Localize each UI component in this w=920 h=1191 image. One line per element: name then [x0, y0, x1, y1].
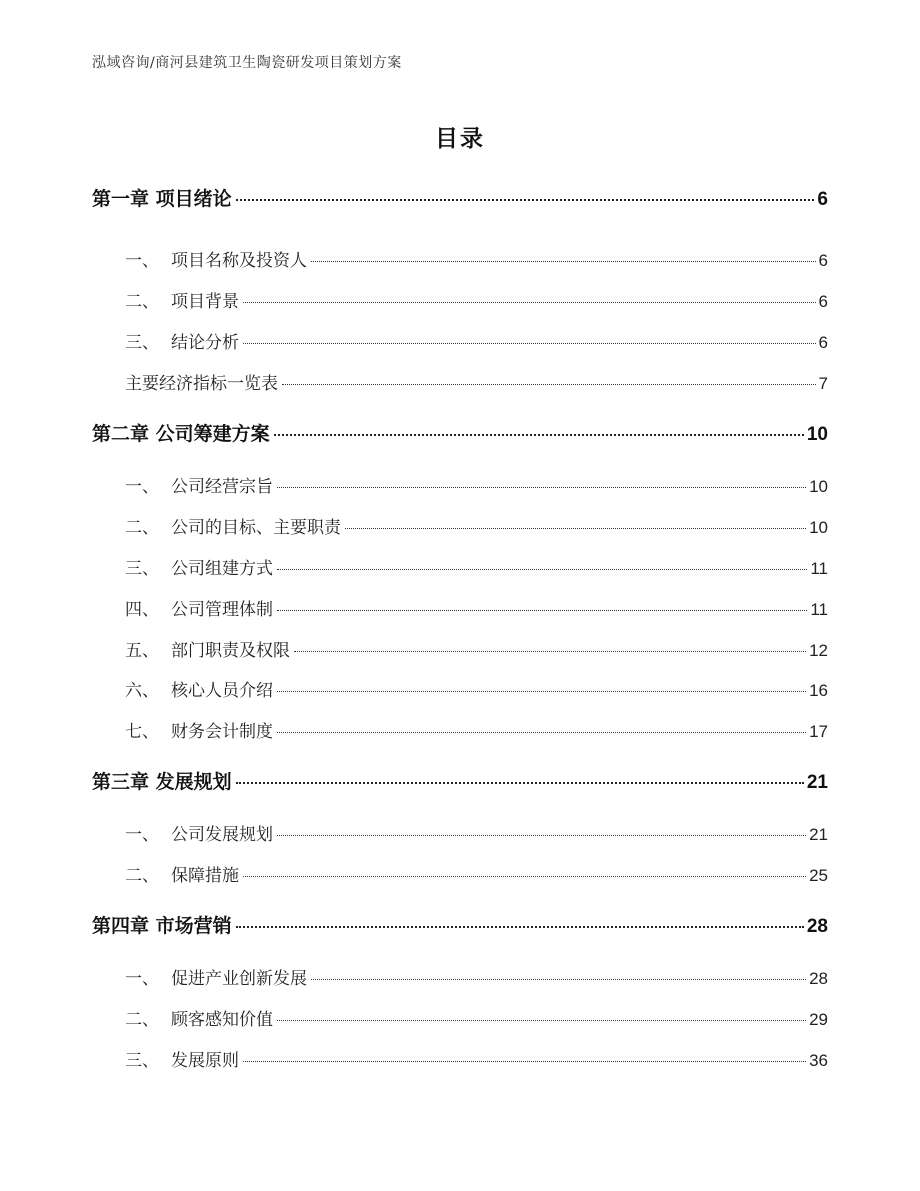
- dot-leader: [236, 926, 804, 928]
- toc-entry-page: 36: [809, 1051, 828, 1070]
- toc-section-2-4[interactable]: [125, 595, 828, 620]
- toc-entry-page: 16: [809, 681, 828, 700]
- dot-leader: [282, 384, 816, 385]
- toc-section-2-6[interactable]: [125, 676, 828, 701]
- toc-entry-page: 11: [810, 600, 828, 619]
- toc-entry-label: 发展原则: [171, 1051, 239, 1071]
- dot-leader: [277, 1020, 806, 1021]
- toc-chapter-4[interactable]: [92, 911, 828, 938]
- toc-chapter-2[interactable]: [92, 419, 828, 446]
- toc-entry-label: 保障措施: [171, 866, 239, 886]
- toc-entry-label: 公司的目标、主要职责: [171, 518, 341, 538]
- dot-leader: [277, 610, 807, 611]
- toc-entry-label: 第一章 项目绪论: [92, 188, 232, 210]
- toc-entry-label: 顾客感知价值: [171, 1010, 273, 1030]
- toc-section-3-1[interactable]: [125, 820, 828, 845]
- toc-entry-label: 第三章 发展规划: [92, 771, 232, 793]
- toc-entry-page: 10: [809, 477, 828, 496]
- toc-entry-label: 项目背景: [171, 292, 239, 312]
- toc-entry-number: 五、: [125, 641, 159, 661]
- toc-entry-label: 第二章 公司筹建方案: [92, 423, 270, 445]
- toc-entry-page: 7: [818, 374, 828, 393]
- document-header: 泓域咨询/商河县建筑卫生陶瓷研发项目策划方案: [92, 55, 402, 71]
- toc-entry-number: 一、: [125, 251, 159, 271]
- toc-entry-number: 七、: [125, 722, 159, 742]
- toc-entry-label: 公司组建方式: [171, 559, 273, 579]
- toc-section-3-2[interactable]: [125, 861, 828, 886]
- dot-leader: [243, 343, 816, 344]
- toc-entry-label: 部门职责及权限: [171, 641, 290, 661]
- toc-entry-page: 6: [817, 189, 828, 210]
- dot-leader: [236, 199, 815, 201]
- toc-section-4-3[interactable]: [125, 1046, 828, 1071]
- toc-section-1-3[interactable]: [125, 328, 828, 353]
- toc-entry-label: 核心人员介绍: [171, 681, 273, 701]
- toc-section-4-1[interactable]: [125, 964, 828, 989]
- toc-entry-label: 公司管理体制: [171, 600, 273, 620]
- toc-entry-page: 6: [818, 333, 828, 352]
- toc-entry-page: 21: [806, 772, 828, 793]
- toc-entry-page: 25: [809, 866, 828, 885]
- dot-leader: [243, 302, 816, 303]
- dot-leader: [277, 691, 806, 692]
- toc-entry-label: 促进产业创新发展: [171, 969, 307, 989]
- toc-entry-page: 6: [818, 251, 828, 270]
- toc-section-2-2[interactable]: [125, 513, 828, 538]
- toc-entry-page: 29: [809, 1010, 828, 1029]
- toc-entry-page: 28: [806, 916, 828, 937]
- toc-entry-number: 二、: [125, 1010, 159, 1030]
- toc-entry-page: 10: [809, 518, 828, 537]
- toc-entry-number: 二、: [125, 866, 159, 886]
- toc-entry-number: 一、: [125, 825, 159, 845]
- toc-section-1-table[interactable]: [125, 369, 828, 394]
- dot-leader: [236, 782, 804, 784]
- dot-leader: [277, 487, 806, 488]
- dot-leader: [345, 528, 806, 529]
- toc-section-2-7[interactable]: [125, 717, 828, 742]
- toc-section-1-1[interactable]: [125, 246, 828, 271]
- dot-leader: [311, 261, 816, 262]
- dot-leader: [311, 979, 806, 980]
- toc-section-1-2[interactable]: [125, 287, 828, 312]
- toc-entry-page: 11: [810, 559, 828, 578]
- toc-entry-number: 二、: [125, 292, 159, 312]
- toc-entry-number: 四、: [125, 600, 159, 620]
- toc-entry-number: 二、: [125, 518, 159, 538]
- toc-entry-number: 六、: [125, 681, 159, 701]
- dot-leader: [274, 434, 804, 436]
- toc-entry-number: 一、: [125, 477, 159, 497]
- toc-entry-page: 28: [809, 969, 828, 988]
- toc-entry-label: 公司经营宗旨: [171, 477, 273, 497]
- toc-entry-label: 财务会计制度: [171, 722, 273, 742]
- dot-leader: [294, 651, 806, 652]
- toc-section-2-3[interactable]: [125, 554, 828, 579]
- toc-entry-page: 6: [818, 292, 828, 311]
- dot-leader: [243, 1061, 806, 1062]
- toc-section-2-5[interactable]: [125, 636, 828, 661]
- toc-entry-label: 主要经济指标一览表: [125, 374, 278, 394]
- toc-entry-label: 公司发展规划: [171, 825, 273, 845]
- dot-leader: [243, 876, 806, 877]
- toc-entry-number: 三、: [125, 1051, 159, 1071]
- toc-chapter-1[interactable]: [92, 184, 828, 211]
- dot-leader: [277, 732, 806, 733]
- toc-entry-number: 三、: [125, 559, 159, 579]
- toc-section-4-2[interactable]: [125, 1005, 828, 1030]
- toc-title: 目录: [435, 126, 485, 152]
- toc-entry-page: 17: [809, 722, 828, 741]
- toc-entry-label: 项目名称及投资人: [171, 251, 307, 271]
- toc-entry-number: 一、: [125, 969, 159, 989]
- toc-chapter-3[interactable]: [92, 767, 828, 794]
- dot-leader: [277, 569, 807, 570]
- toc-entry-number: 三、: [125, 333, 159, 353]
- toc-section-2-1[interactable]: [125, 472, 828, 497]
- toc-entry-page: 21: [809, 825, 828, 844]
- toc-entry-label: 结论分析: [171, 333, 239, 353]
- toc-entry-page: 12: [809, 641, 828, 660]
- toc-entry-page: 10: [806, 424, 828, 445]
- dot-leader: [277, 835, 806, 836]
- toc-entry-label: 第四章 市场营销: [92, 915, 232, 937]
